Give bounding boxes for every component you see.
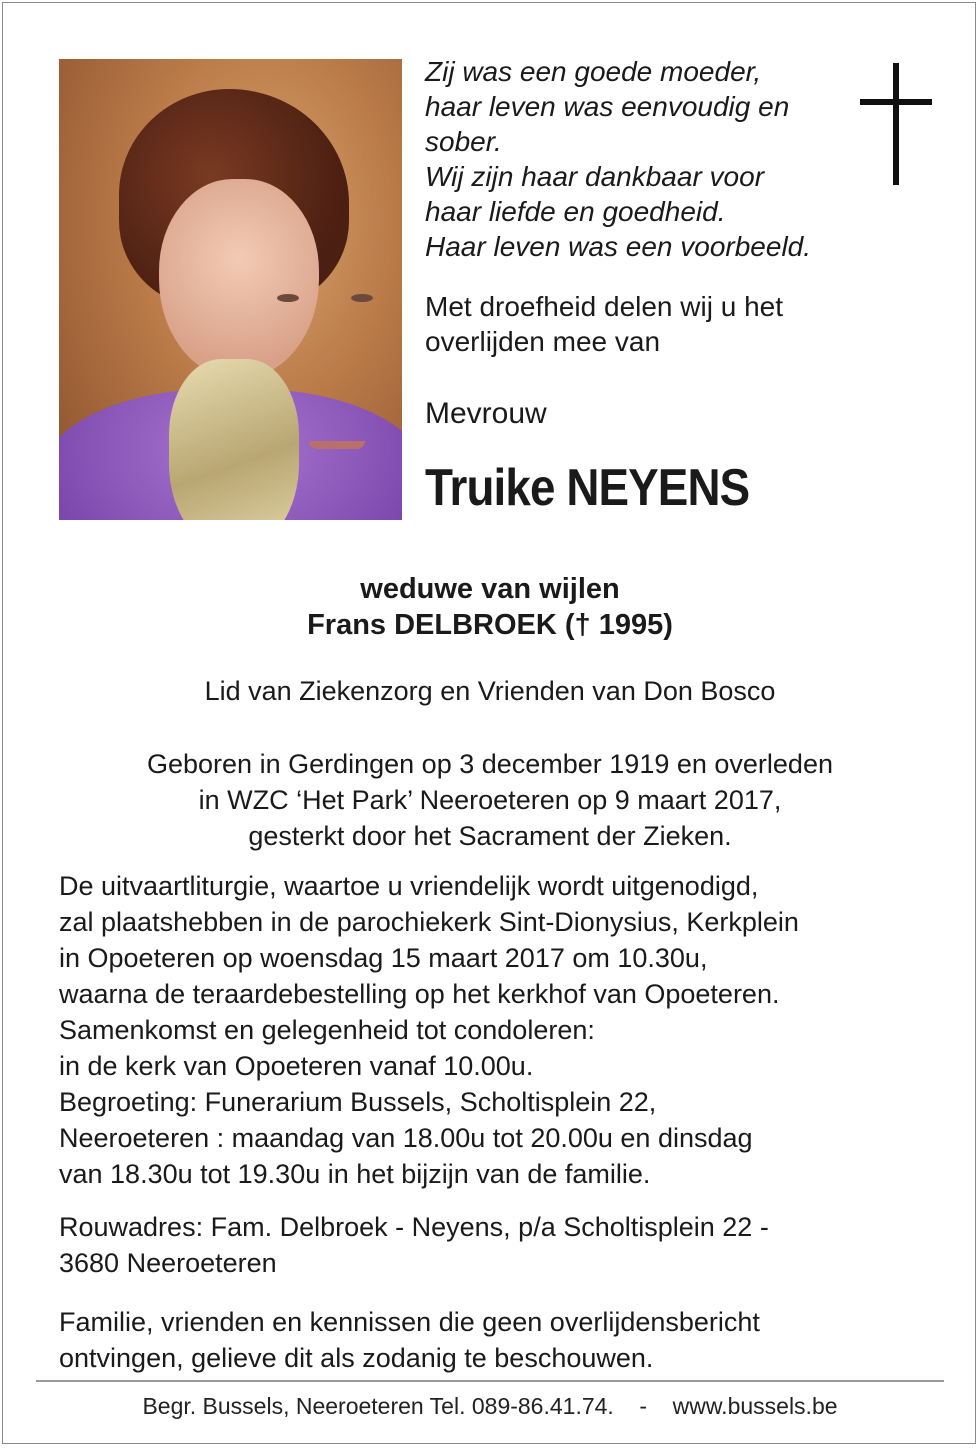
funeral-line: in Opoeteren op woensdag 15 maart 2017 om 10.30u, [59, 943, 708, 973]
spouse-name: Frans DELBROEK († 1995) [307, 609, 673, 641]
birth-death-line: gesterkt door het Sacrament der Zieken. [248, 821, 732, 851]
funeral-line: Neeroeteren : maandag van 18.00u tot 20.00u en dinsdag [59, 1123, 753, 1153]
birth-death-details [40, 746, 940, 854]
footer [0, 1393, 980, 1420]
funeral-line: zal plaatshebben in de parochiekerk Sint-Dionysius, Kerkplein [59, 907, 799, 937]
notice-line: ontvingen, gelieve dit als zodanig te beschouwen. [59, 1343, 654, 1373]
poem-line: Wij zijn haar dankbaar voor [425, 161, 765, 192]
undertaker-contact: Begr. Bussels, Neeroeteren Tel. 089-86.41.74. [142, 1393, 614, 1419]
intro-line: Met droefheid delen wij u het [425, 291, 783, 322]
birth-death-line: in WZC ‘Het Park’ Neeroeteren op 9 maart 2017, [198, 785, 782, 815]
membership: Lid van Ziekenzorg en Vrienden van Don Bosco [204, 676, 776, 706]
funeral-line: Samenkomst en gelegenheid tot condoleren: [59, 1015, 595, 1045]
salutation: Mevrouw [425, 397, 547, 430]
portrait-eye [277, 294, 299, 302]
intro-line: overlijden mee van [425, 326, 661, 357]
portrait-mouth [309, 441, 365, 449]
portrait-scarf [169, 359, 299, 520]
widow-of [40, 571, 940, 643]
funeral-line: in de kerk van Opoeteren vanaf 10.00u. [59, 1051, 534, 1081]
footer-divider [36, 1380, 944, 1382]
birth-death-line: Geboren in Gerdingen op 3 december 1919 en overleden [147, 749, 833, 779]
poem-line: Zij was een goede moeder, [425, 56, 762, 87]
funeral-line: waarna de teraardebestelling op het kerkhof van Opoeteren. [59, 979, 780, 1009]
address-line: 3680 Neeroeteren [59, 1248, 277, 1278]
footer-separator: - [639, 1393, 648, 1419]
funeral-line: van 18.30u tot 19.30u in het bijzijn van de familie. [59, 1159, 651, 1189]
address-line: Rouwadres: Fam. Delbroek - Neyens, p/a Scholtisplein 22 - [59, 1212, 769, 1242]
funeral-line: Begroeting: Funerarium Bussels, Scholtisplein 22, [59, 1087, 657, 1117]
poem-line: haar leven was eenvoudig en [425, 91, 790, 122]
announcement-intro [425, 289, 783, 359]
mourning-address [59, 1209, 939, 1281]
website-link[interactable]: www.bussels.be [672, 1393, 838, 1419]
funeral-details [59, 868, 939, 1192]
widow-line: weduwe van wijlen [360, 573, 620, 605]
deceased-name: Truike NEYENS [425, 459, 750, 517]
portrait-eye [351, 294, 373, 302]
portrait-photo [59, 59, 402, 520]
poem-line: Haar leven was een voorbeeld. [425, 231, 812, 262]
memorial-poem [425, 54, 865, 264]
funeral-line: De uitvaartliturgie, waartoe u vriendelijk wordt uitgenodigd, [59, 871, 759, 901]
portrait-face [159, 179, 319, 379]
poem-line: haar liefde en goedheid. [425, 196, 726, 227]
notice-line: Familie, vrienden en kennissen die geen overlijdensbericht [59, 1307, 760, 1337]
poem-line: sober. [425, 126, 502, 157]
closing-notice [59, 1304, 939, 1376]
